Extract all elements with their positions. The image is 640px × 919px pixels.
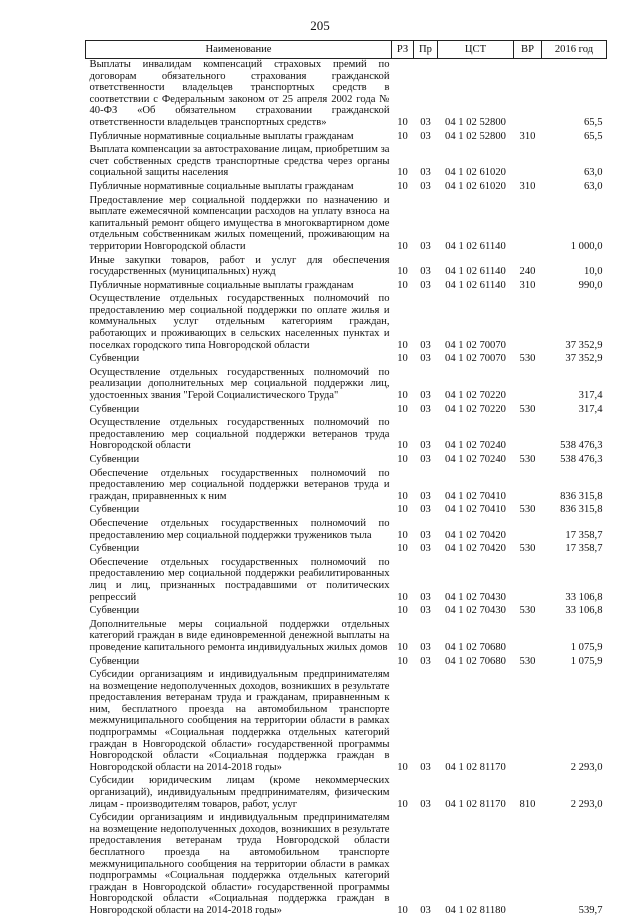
row-vr [514, 518, 542, 543]
row-name: Обеспечение отдельных государственных полномочий по предоставлению мер социальной поддержки тружеников тыла [89, 517, 390, 541]
row-pr: 03 [420, 490, 431, 502]
row-cst: 04 1 02 61140 [445, 240, 506, 252]
row-pr: 03 [420, 279, 431, 291]
row-cst: 04 1 02 70420 [445, 543, 506, 555]
row-vr [514, 293, 542, 353]
row-vr: 530 [519, 504, 536, 516]
header-pr: Пр [414, 41, 438, 59]
row-pr: 03 [420, 798, 431, 810]
row-amount: 836 315,8 [560, 490, 603, 502]
table-row [86, 353, 607, 367]
row-cst: 04 1 02 70070 [445, 339, 506, 351]
row-pr: 03 [420, 130, 431, 142]
row-name: Осуществление отдельных государственных полномочий по реализации дополнительных мер социальной поддержки лиц, удостоенных звания "Герой Социалистического Труда" [89, 366, 390, 402]
row-rz: 10 [397, 116, 408, 128]
row-cst: 04 1 02 61140 [445, 279, 506, 291]
row-cst: 04 1 02 70240 [445, 440, 506, 452]
row-name: Субвенции [89, 605, 140, 617]
row-amount: 317,4 [578, 403, 603, 415]
row-name: Обеспечение отдельных государственных полномочий по предоставлению мер социальной поддержки ветеранов труда и граждан, приравненных к ним [89, 467, 390, 502]
row-name: Субвенции [89, 454, 140, 465]
row-vr [514, 669, 542, 775]
row-rz: 10 [397, 605, 408, 617]
row-cst: 04 1 02 70220 [445, 390, 506, 402]
row-name: Осуществление отдельных государственных полномочий по предоставлению мер социальной поддержки ветеранов труда Новгородской области [89, 417, 390, 452]
row-name: Публичные нормативные социальные выплаты гражданам [89, 180, 354, 192]
row-cst: 04 1 02 61020 [445, 167, 506, 179]
row-cst: 04 1 02 81170 [445, 761, 506, 773]
row-name: Субвенции [89, 403, 140, 415]
row-amount: 2 293,0 [570, 761, 603, 773]
row-cst: 04 1 02 70680 [445, 655, 506, 667]
table-row [86, 669, 607, 775]
header-rz: РЗ [392, 41, 414, 59]
row-amount: 65,5 [583, 116, 603, 128]
table-row [86, 255, 607, 280]
row-cst: 04 1 02 70240 [445, 454, 506, 465]
table-row [86, 557, 607, 605]
row-cst: 04 1 02 70410 [445, 490, 506, 502]
row-rz: 10 [397, 504, 408, 516]
row-name: Субвенции [89, 655, 140, 667]
table-row [86, 195, 607, 255]
row-pr: 03 [420, 266, 431, 278]
row-rz: 10 [397, 454, 408, 465]
row-cst: 04 1 02 52800 [445, 130, 506, 142]
row-amount: 65,5 [583, 130, 603, 142]
row-amount: 317,4 [578, 390, 603, 402]
row-pr: 03 [420, 605, 431, 617]
table-row [86, 454, 607, 468]
row-pr: 03 [420, 761, 431, 773]
row-amount: 63,0 [583, 167, 603, 179]
table-row [86, 504, 607, 518]
row-amount: 539,7 [578, 904, 603, 916]
row-pr: 03 [420, 440, 431, 452]
row-pr: 03 [420, 591, 431, 603]
row-cst: 04 1 02 81180 [445, 904, 506, 916]
row-cst: 04 1 02 61140 [445, 266, 506, 278]
table-row [86, 417, 607, 454]
table-row [86, 543, 607, 557]
table-row [86, 404, 607, 418]
row-rz: 10 [397, 591, 408, 603]
row-rz: 10 [397, 279, 408, 291]
header-name: Наименование [86, 41, 392, 59]
row-pr: 03 [420, 240, 431, 252]
row-rz: 10 [397, 353, 408, 365]
table-row [86, 144, 607, 181]
row-pr: 03 [420, 454, 431, 465]
row-rz: 10 [397, 167, 408, 179]
row-vr [514, 812, 542, 918]
row-cst: 04 1 02 70070 [445, 353, 506, 365]
row-vr [514, 195, 542, 255]
row-name: Публичные нормативные социальные выплаты гражданам [89, 279, 354, 291]
row-pr: 03 [420, 655, 431, 667]
row-amount: 10,0 [583, 266, 603, 278]
table-row [86, 619, 607, 656]
row-name: Иные закупки товаров, работ и услуг для обеспечения государственных (муниципальных) нужд [89, 254, 390, 278]
row-rz: 10 [397, 180, 408, 192]
row-amount: 37 352,9 [565, 353, 603, 365]
row-rz: 10 [397, 266, 408, 278]
row-amount: 538 476,3 [560, 454, 603, 465]
row-name: Субсидии организациям и индивидуальным предпринимателям на возмещение недополученных доходов, возникших в результате предоставления ветеранам труда Новгородской области бесплатного проезда на автомобильном транспорте межмуниципального сообщения на территории области в рамках подпрограммы «Социальная поддержка отдельных категорий граждан в Новгородской области» государственной программы Новгородской области «Социальная поддержка граждан в Новгородской области на 2014-2018 годы» [89, 812, 390, 916]
row-rz: 10 [397, 641, 408, 653]
table-body [86, 59, 607, 919]
row-pr: 03 [420, 339, 431, 351]
table-row [86, 656, 607, 670]
row-amount: 37 352,9 [565, 339, 603, 351]
row-name: Осуществление отдельных государственных полномочий по предоставлению мер социальной поддержки по оплате жилья и коммунальных услуг отдельным категориям граждан, работающих и проживающих в сельских населенных пунктах и поселках городского типа Новгородской области [89, 293, 390, 351]
row-pr: 03 [420, 529, 431, 541]
header-year: 2016 год [542, 41, 607, 59]
row-amount: 990,0 [578, 279, 603, 291]
table-row [86, 131, 607, 145]
table-row [86, 468, 607, 505]
row-rz: 10 [397, 529, 408, 541]
row-rz: 10 [397, 240, 408, 252]
row-rz: 10 [397, 655, 408, 667]
row-vr [514, 59, 542, 131]
row-vr: 530 [519, 543, 536, 555]
row-name: Дополнительные меры социальной поддержки отдельных категорий граждан в виде единовременной денежной выплаты на проведение капитального ремонта индивидуальных жилых домов [89, 618, 390, 653]
row-rz: 10 [397, 440, 408, 452]
table-header [86, 41, 607, 59]
row-vr [514, 367, 542, 404]
row-amount: 1 075,9 [570, 641, 603, 653]
row-name: Выплаты инвалидам компенсаций страховых премий по договорам обязательного страхования гражданской ответственности владельцев транспортных средств в соответствии с Федеральным законом от 25 апреля 2002 года № 40-ФЗ «Об обязательном страховании гражданской ответственности владельцев транспортных средств» [89, 59, 390, 128]
header-vr: ВР [514, 41, 542, 59]
row-pr: 03 [420, 167, 431, 179]
row-cst: 04 1 02 70680 [445, 641, 506, 653]
table-row [86, 605, 607, 619]
row-pr: 03 [420, 390, 431, 402]
row-amount: 538 476,3 [560, 440, 603, 452]
row-pr: 03 [420, 641, 431, 653]
row-amount: 17 358,7 [565, 529, 603, 541]
row-cst: 04 1 02 70220 [445, 403, 506, 415]
row-pr: 03 [420, 116, 431, 128]
row-vr: 310 [519, 130, 536, 142]
row-vr: 530 [519, 454, 536, 465]
row-vr: 530 [519, 655, 536, 667]
table-row [86, 293, 607, 353]
row-vr: 530 [519, 605, 536, 617]
row-pr: 03 [420, 543, 431, 555]
row-name: Субвенции [89, 353, 140, 365]
row-amount: 33 106,8 [565, 591, 603, 603]
table-row [86, 518, 607, 543]
row-name: Предоставление мер социальной поддержки по назначению и выплате ежемесячной компенсации расходов на уплату взноса на капитальный ремонт общего имущества в многоквартирном доме отдельным собственникам жилых помещений, проживающим на территории Новгородской области [89, 194, 390, 252]
row-vr: 310 [519, 279, 536, 291]
row-vr: 810 [519, 798, 536, 810]
row-amount: 17 358,7 [565, 543, 603, 555]
row-pr: 03 [420, 403, 431, 415]
row-vr [514, 417, 542, 454]
table-row [86, 181, 607, 195]
row-cst: 04 1 02 61020 [445, 180, 506, 192]
row-vr: 310 [519, 180, 536, 192]
row-cst: 04 1 02 52800 [445, 116, 506, 128]
row-cst: 04 1 02 81170 [445, 798, 506, 810]
row-rz: 10 [397, 403, 408, 415]
row-rz: 10 [397, 761, 408, 773]
row-rz: 10 [397, 490, 408, 502]
row-name: Субвенции [89, 543, 140, 555]
row-cst: 04 1 02 70410 [445, 504, 506, 516]
row-name: Субвенции [89, 504, 140, 516]
row-cst: 04 1 02 70420 [445, 529, 506, 541]
row-vr: 530 [519, 353, 536, 365]
row-rz: 10 [397, 390, 408, 402]
row-pr: 03 [420, 180, 431, 192]
table-row [86, 59, 607, 131]
page-number: 205 [310, 18, 330, 33]
row-rz: 10 [397, 130, 408, 142]
row-amount: 33 106,8 [565, 605, 603, 617]
row-name: Обеспечение отдельных государственных полномочий по предоставлению мер социальной поддержки реабилитированных лиц и лиц, признанных пострадавшими от политических репрессий [89, 556, 390, 603]
row-name: Субсидии юридическим лицам (кроме некоммерческих организаций), индивидуальным предпринимателям, физическим лицам - производителям товаров, работ, услуг [89, 775, 390, 810]
row-amount: 2 293,0 [570, 798, 603, 810]
table-row [86, 367, 607, 404]
row-cst: 04 1 02 70430 [445, 605, 506, 617]
row-pr: 03 [420, 353, 431, 365]
row-amount: 1 000,0 [570, 240, 603, 252]
table-row [86, 812, 607, 918]
row-pr: 03 [420, 904, 431, 916]
row-amount: 1 075,9 [570, 655, 603, 667]
header-cst: ЦСТ [438, 41, 514, 59]
row-vr [514, 144, 542, 181]
row-rz: 10 [397, 904, 408, 916]
row-vr [514, 557, 542, 605]
row-vr: 240 [519, 266, 536, 278]
row-rz: 10 [397, 543, 408, 555]
table-row [86, 775, 607, 812]
row-vr: 530 [519, 403, 536, 415]
row-name: Публичные нормативные социальные выплаты гражданам [89, 130, 354, 142]
row-amount: 63,0 [583, 180, 603, 192]
row-cst: 04 1 02 70430 [445, 591, 506, 603]
table-row [86, 280, 607, 294]
row-pr: 03 [420, 504, 431, 516]
row-vr [514, 468, 542, 505]
row-rz: 10 [397, 339, 408, 351]
row-rz: 10 [397, 798, 408, 810]
row-amount: 836 315,8 [560, 504, 603, 516]
row-name: Выплата компенсации за автострахование лицам, приобретшим за счет собственных средств транспортные средства через органы социальной защиты населения [89, 144, 390, 179]
budget-table [85, 40, 607, 919]
row-vr [514, 619, 542, 656]
row-name: Субсидии организациям и индивидуальным предпринимателям на возмещение недополученных доходов, возникших в результате предоставления ветеранам труда и гражданам, приравненным к ним, бесплатного проезда на автомобильном транспорте межмуниципального сообщения на территории области в рамках подпрограммы «Социальная поддержка отдельных категорий граждан в Новгородской области» государственной программы Новгородской области «Социальная поддержка граждан в Новгородской области на 2014-2018 годы» [89, 669, 390, 773]
